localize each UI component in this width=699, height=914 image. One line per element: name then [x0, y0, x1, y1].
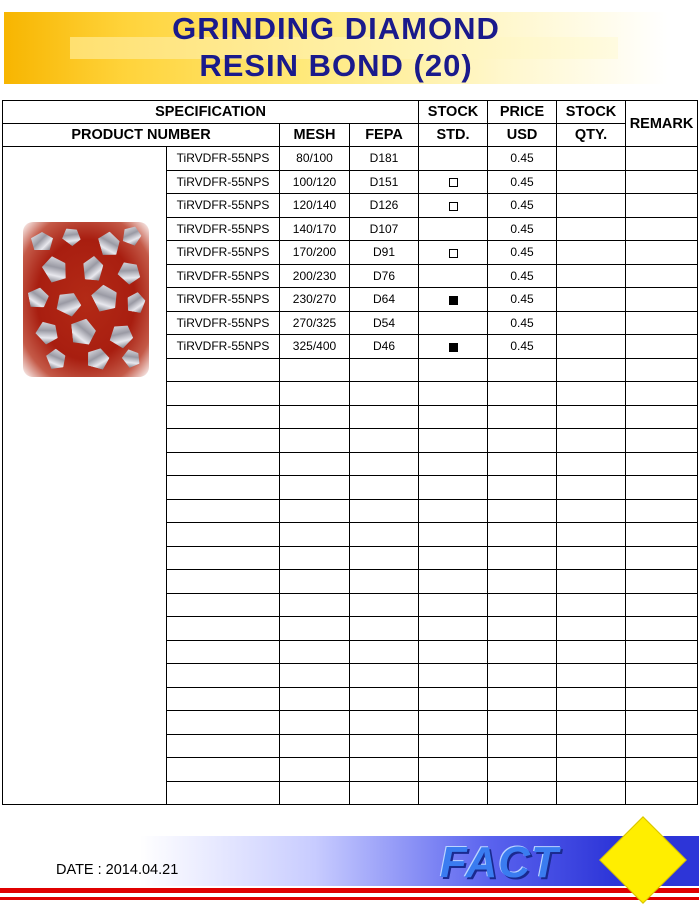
cell-remark	[626, 170, 698, 194]
cell-stock	[419, 288, 488, 312]
cell-stock	[419, 241, 488, 265]
cell-mesh: 200/230	[280, 264, 350, 288]
stock-filled-square-icon	[449, 343, 458, 352]
cell-price: 0.45	[488, 194, 557, 218]
cell-stock	[419, 429, 488, 453]
cell-remark	[626, 687, 698, 711]
diamond-grit	[60, 224, 84, 248]
cell-product	[167, 452, 280, 476]
cell-stock	[419, 617, 488, 641]
cell-price	[488, 781, 557, 805]
cell-remark	[626, 758, 698, 782]
cell-stock	[419, 640, 488, 664]
header-price-bottom: USD	[488, 124, 557, 147]
cell-mesh: 80/100	[280, 147, 350, 171]
cell-price	[488, 711, 557, 735]
cell-qty	[557, 711, 626, 735]
cell-fepa	[350, 664, 419, 688]
cell-fepa	[350, 358, 419, 382]
cell-fepa	[350, 452, 419, 476]
cell-price	[488, 546, 557, 570]
cell-remark	[626, 311, 698, 335]
cell-remark	[626, 593, 698, 617]
cell-fepa	[350, 546, 419, 570]
cell-qty	[557, 335, 626, 359]
cell-product	[167, 382, 280, 406]
cell-product	[167, 358, 280, 382]
cell-price	[488, 405, 557, 429]
cell-price	[488, 429, 557, 453]
cell-product	[167, 781, 280, 805]
cell-stock	[419, 781, 488, 805]
cell-remark	[626, 711, 698, 735]
product-photo-cell	[3, 147, 167, 805]
header-stock-qty-bottom: QTY.	[557, 124, 626, 147]
diamond-grit	[27, 286, 50, 309]
cell-fepa: D76	[350, 264, 419, 288]
stock-empty-square-icon	[449, 249, 458, 258]
cell-qty	[557, 288, 626, 312]
cell-price	[488, 687, 557, 711]
diamond-grit	[53, 288, 84, 318]
cell-mesh: 140/170	[280, 217, 350, 241]
cell-product	[167, 664, 280, 688]
page-title-line-1: GRINDING DIAMOND	[172, 11, 500, 46]
cell-qty	[557, 429, 626, 453]
cell-product	[167, 640, 280, 664]
cell-mesh	[280, 617, 350, 641]
cell-qty	[557, 781, 626, 805]
cell-stock	[419, 264, 488, 288]
cell-fepa	[350, 476, 419, 500]
diamond-grit	[89, 281, 122, 315]
cell-remark	[626, 781, 698, 805]
cell-fepa	[350, 523, 419, 547]
cell-remark	[626, 734, 698, 758]
diamond-grit-photo	[23, 222, 149, 377]
cell-fepa	[350, 758, 419, 782]
header-remark: REMARK	[626, 101, 698, 147]
cell-fepa	[350, 593, 419, 617]
cell-price: 0.45	[488, 147, 557, 171]
cell-mesh	[280, 358, 350, 382]
cell-qty	[557, 358, 626, 382]
cell-price	[488, 358, 557, 382]
cell-qty	[557, 734, 626, 758]
cell-stock	[419, 734, 488, 758]
cell-product	[167, 523, 280, 547]
cell-fepa	[350, 734, 419, 758]
fact-logo: FACT	[440, 838, 559, 887]
cell-product: TiRVDFR-55NPS	[167, 288, 280, 312]
cell-fepa: D151	[350, 170, 419, 194]
cell-fepa	[350, 711, 419, 735]
cell-mesh: 100/120	[280, 170, 350, 194]
cell-mesh	[280, 687, 350, 711]
cell-product: TiRVDFR-55NPS	[167, 194, 280, 218]
cell-stock	[419, 217, 488, 241]
cell-mesh	[280, 452, 350, 476]
cell-fepa	[350, 687, 419, 711]
header-fepa: FEPA	[350, 124, 419, 147]
stock-empty-square-icon	[449, 178, 458, 187]
cell-fepa: D54	[350, 311, 419, 335]
cell-remark	[626, 194, 698, 218]
cell-qty	[557, 452, 626, 476]
cell-remark	[626, 664, 698, 688]
cell-product	[167, 499, 280, 523]
cell-qty	[557, 687, 626, 711]
cell-product	[167, 687, 280, 711]
cell-mesh: 170/200	[280, 241, 350, 265]
cell-remark	[626, 147, 698, 171]
cell-stock	[419, 358, 488, 382]
table-row	[3, 147, 698, 171]
cell-qty	[557, 264, 626, 288]
cell-qty	[557, 170, 626, 194]
cell-mesh: 270/325	[280, 311, 350, 335]
cell-price	[488, 593, 557, 617]
footer-band	[0, 836, 699, 886]
cell-remark	[626, 241, 698, 265]
diamond-grit	[115, 257, 145, 287]
diamond-grit	[45, 346, 69, 371]
cell-price: 0.45	[488, 241, 557, 265]
header-stock-std-bottom: STD.	[419, 124, 488, 147]
cell-price: 0.45	[488, 288, 557, 312]
cell-product	[167, 758, 280, 782]
cell-price	[488, 617, 557, 641]
cell-stock	[419, 311, 488, 335]
cell-mesh	[280, 640, 350, 664]
cell-product: TiRVDFR-55NPS	[167, 264, 280, 288]
cell-mesh	[280, 546, 350, 570]
cell-remark	[626, 640, 698, 664]
cell-price: 0.45	[488, 170, 557, 194]
cell-price	[488, 382, 557, 406]
cell-product	[167, 476, 280, 500]
product-table	[2, 100, 698, 805]
cell-product: TiRVDFR-55NPS	[167, 335, 280, 359]
cell-mesh: 120/140	[280, 194, 350, 218]
cell-product	[167, 429, 280, 453]
cell-stock	[419, 170, 488, 194]
cell-fepa	[350, 405, 419, 429]
diamond-grit	[85, 345, 111, 370]
cell-mesh	[280, 593, 350, 617]
cell-mesh	[280, 476, 350, 500]
cell-fepa: D107	[350, 217, 419, 241]
cell-qty	[557, 546, 626, 570]
cell-product: TiRVDFR-55NPS	[167, 241, 280, 265]
cell-qty	[557, 405, 626, 429]
cell-qty	[557, 476, 626, 500]
table-body	[3, 147, 698, 805]
cell-remark	[626, 617, 698, 641]
cell-stock	[419, 546, 488, 570]
cell-remark	[626, 499, 698, 523]
cell-qty	[557, 570, 626, 594]
cell-qty	[557, 147, 626, 171]
cell-product	[167, 570, 280, 594]
cell-remark	[626, 288, 698, 312]
cell-product: TiRVDFR-55NPS	[167, 311, 280, 335]
cell-remark	[626, 429, 698, 453]
cell-product	[167, 711, 280, 735]
header-stock-qty-top: STOCK	[557, 101, 626, 124]
date-label: DATE : 2014.04.21	[56, 862, 179, 878]
cell-remark	[626, 382, 698, 406]
cell-qty	[557, 617, 626, 641]
diamond-grit	[71, 318, 98, 346]
cell-mesh	[280, 781, 350, 805]
cell-qty	[557, 664, 626, 688]
diamond-grit	[120, 223, 143, 246]
cell-stock	[419, 194, 488, 218]
cell-price	[488, 758, 557, 782]
cell-product	[167, 617, 280, 641]
cell-fepa	[350, 570, 419, 594]
cell-qty	[557, 593, 626, 617]
cell-product	[167, 405, 280, 429]
cell-remark	[626, 358, 698, 382]
cell-qty	[557, 523, 626, 547]
cell-product	[167, 734, 280, 758]
cell-remark	[626, 335, 698, 359]
cell-price	[488, 570, 557, 594]
cell-price: 0.45	[488, 311, 557, 335]
cell-stock	[419, 570, 488, 594]
cell-remark	[626, 217, 698, 241]
cell-stock	[419, 523, 488, 547]
page-title-line-2: RESIN BOND (20)	[199, 48, 473, 83]
diamond-grit	[31, 232, 53, 250]
cell-price	[488, 452, 557, 476]
diamond-grit	[40, 252, 72, 286]
cell-price	[488, 640, 557, 664]
header-specification: SPECIFICATION	[3, 101, 419, 124]
cell-price: 0.45	[488, 335, 557, 359]
cell-stock	[419, 711, 488, 735]
cell-product: TiRVDFR-55NPS	[167, 170, 280, 194]
cell-price	[488, 499, 557, 523]
cell-mesh	[280, 499, 350, 523]
cell-price	[488, 476, 557, 500]
cell-product: TiRVDFR-55NPS	[167, 217, 280, 241]
diamond-grit	[120, 346, 144, 370]
header-stock-std-top: STOCK	[419, 101, 488, 124]
cell-qty	[557, 499, 626, 523]
cell-price	[488, 664, 557, 688]
diamond-grit	[97, 230, 123, 259]
cell-mesh	[280, 523, 350, 547]
cell-fepa: D126	[350, 194, 419, 218]
cell-qty	[557, 194, 626, 218]
cell-remark	[626, 546, 698, 570]
cell-mesh	[280, 734, 350, 758]
cell-mesh	[280, 758, 350, 782]
cell-mesh	[280, 405, 350, 429]
footer-red-line	[0, 888, 699, 893]
diamond-grit	[33, 317, 63, 347]
cell-product	[167, 546, 280, 570]
cell-stock	[419, 147, 488, 171]
header-price-top: PRICE	[488, 101, 557, 124]
cell-product: TiRVDFR-55NPS	[167, 147, 280, 171]
cell-mesh	[280, 429, 350, 453]
cell-remark	[626, 264, 698, 288]
cell-stock	[419, 335, 488, 359]
cell-mesh	[280, 570, 350, 594]
cell-fepa	[350, 781, 419, 805]
cell-stock	[419, 664, 488, 688]
cell-qty	[557, 217, 626, 241]
cell-stock	[419, 405, 488, 429]
cell-stock	[419, 758, 488, 782]
stock-empty-square-icon	[449, 202, 458, 211]
header-product-number: PRODUCT NUMBER	[3, 124, 280, 147]
cell-qty	[557, 758, 626, 782]
cell-price	[488, 734, 557, 758]
footer-red-line-thin	[0, 897, 699, 900]
diamond-grit	[82, 255, 104, 281]
cell-mesh	[280, 664, 350, 688]
cell-fepa	[350, 429, 419, 453]
cell-stock	[419, 687, 488, 711]
cell-stock	[419, 382, 488, 406]
cell-remark	[626, 452, 698, 476]
cell-fepa: D46	[350, 335, 419, 359]
diamond-grit	[125, 291, 146, 314]
cell-fepa: D91	[350, 241, 419, 265]
cell-remark	[626, 405, 698, 429]
cell-remark	[626, 570, 698, 594]
cell-mesh	[280, 382, 350, 406]
cell-remark	[626, 523, 698, 547]
cell-stock	[419, 499, 488, 523]
cell-qty	[557, 640, 626, 664]
cell-fepa	[350, 382, 419, 406]
diamond-grit	[107, 320, 137, 350]
cell-fepa	[350, 617, 419, 641]
cell-mesh: 230/270	[280, 288, 350, 312]
cell-price	[488, 523, 557, 547]
cell-fepa	[350, 499, 419, 523]
cell-remark	[626, 476, 698, 500]
cell-stock	[419, 452, 488, 476]
cell-qty	[557, 382, 626, 406]
cell-fepa: D64	[350, 288, 419, 312]
cell-price: 0.45	[488, 264, 557, 288]
cell-price: 0.45	[488, 217, 557, 241]
stock-filled-square-icon	[449, 296, 458, 305]
cell-fepa	[350, 640, 419, 664]
cell-mesh: 325/400	[280, 335, 350, 359]
cell-stock	[419, 593, 488, 617]
cell-qty	[557, 311, 626, 335]
header-mesh: MESH	[280, 124, 350, 147]
cell-product	[167, 593, 280, 617]
cell-mesh	[280, 711, 350, 735]
cell-qty	[557, 241, 626, 265]
cell-fepa: D181	[350, 147, 419, 171]
cell-stock	[419, 476, 488, 500]
